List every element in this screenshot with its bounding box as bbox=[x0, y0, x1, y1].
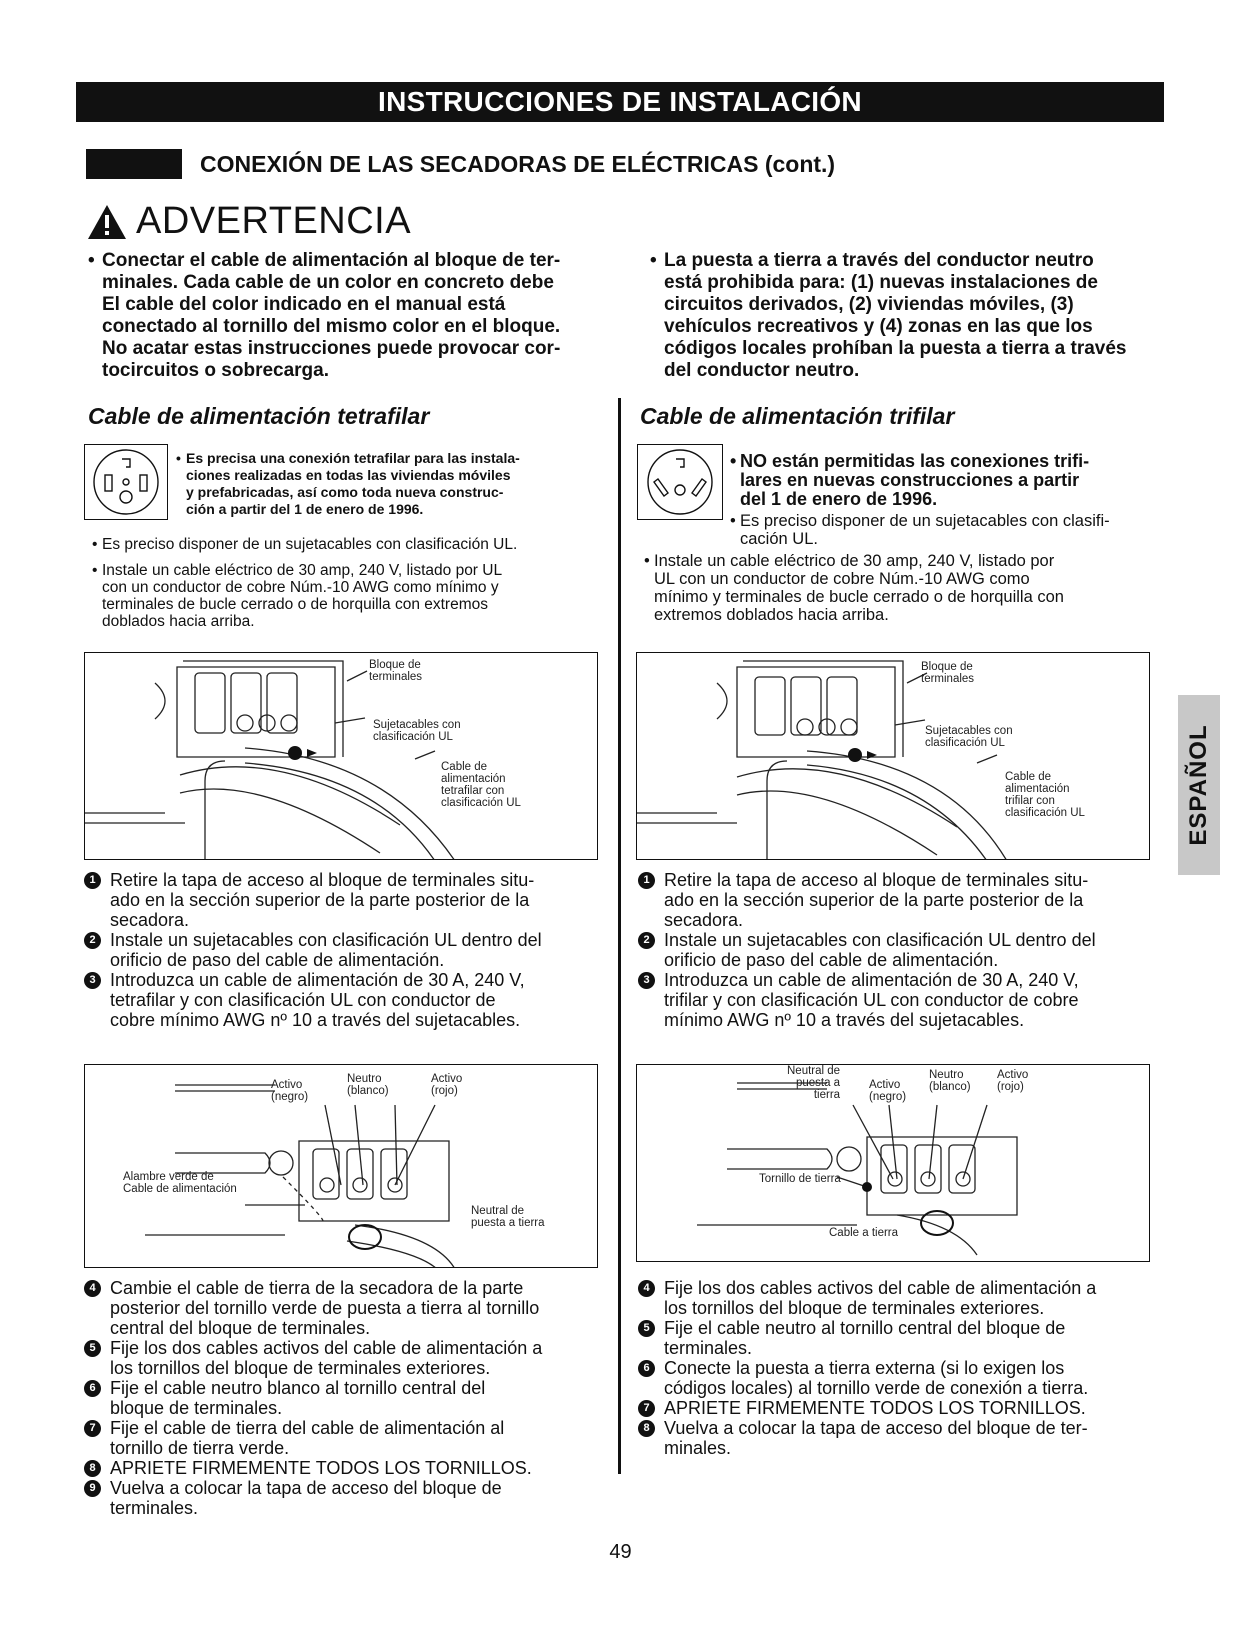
right-figure-wiring bbox=[636, 1064, 1150, 1262]
right-heading: Cable de alimentación trifilar bbox=[640, 403, 955, 429]
left-note-1-text: Es preciso disponer de un sujetacables con clasificación UL. bbox=[102, 536, 518, 553]
left-step-6-text: Fije el cable neutro blanco al tornillo central del bloque de terminales. bbox=[110, 1378, 486, 1418]
right-note-1: • Es preciso disponer de un sujetacables con clasifi- cación UL. bbox=[730, 512, 1110, 548]
right-note-1-text: Es preciso disponer de un sujetacables con clasifi- cación UL. bbox=[740, 512, 1110, 548]
left-figure-wiring bbox=[84, 1064, 598, 1268]
left-fig1-cable-label: Cable de alimentación tetrafilar con clasificación UL bbox=[441, 761, 521, 809]
right-fig2-cable-tierra-label: Cable a tierra bbox=[829, 1227, 899, 1239]
step-number-icon: 5 bbox=[84, 1340, 101, 1357]
four-wire-wiring-illustration bbox=[85, 1065, 598, 1268]
right-step-5 bbox=[638, 1318, 1158, 1358]
step-number-icon: 8 bbox=[638, 1420, 655, 1437]
right-fig2-tornillo-label: Tornillo de tierra bbox=[759, 1173, 841, 1185]
right-step-4-text: Fije los dos cables activos del cable de alimentación a los tornillos del bloque de terminales exteriores. bbox=[664, 1278, 1097, 1318]
column-divider bbox=[618, 398, 621, 1474]
left-step-4 bbox=[84, 1278, 604, 1338]
step-number-icon: 9 bbox=[84, 1480, 101, 1497]
right-step-1 bbox=[638, 870, 1158, 930]
left-note-2: • Instale un cable eléctrico de 30 amp, 240 V, listado por UL con un conductor de cobre Núm.-10 AWG como mínimo y terminales de bucle cerrado o de horquilla con extremos doblados hacia arriba. bbox=[92, 562, 503, 630]
left-step-5 bbox=[84, 1338, 604, 1378]
step-number-icon: 5 bbox=[638, 1320, 655, 1337]
page-number: 49 bbox=[609, 1541, 632, 1563]
left-step-9 bbox=[84, 1478, 604, 1518]
left-steps-a bbox=[84, 870, 604, 1030]
step-number-icon: 2 bbox=[84, 932, 101, 949]
language-side-tab-label: ESPAÑOL bbox=[1185, 724, 1212, 846]
step-number-icon: 7 bbox=[84, 1420, 101, 1437]
right-step-5-text: Fije el cable neutro al tornillo central del bloque de terminales. bbox=[664, 1318, 1066, 1358]
left-step-2-text: Instale un sujetacables con clasificación UL dentro del orificio de paso del cable de alimentación. bbox=[110, 930, 542, 970]
right-fig1-bloque-label: Bloque de terminales bbox=[921, 661, 975, 685]
right-step-6-text: Conecte la puesta a tierra externa (si lo exigen los códigos locales) al tornillo verde de conexión a tierra. bbox=[664, 1358, 1089, 1398]
left-step-1 bbox=[84, 870, 604, 930]
dryer-back-illustration bbox=[85, 653, 598, 860]
right-fig2-neutral-label: Neutral de puesta a tierra bbox=[787, 1065, 841, 1101]
warning-right: • La puesta a tierra a través del conductor neutro está prohibida para: (1) nuevas instalaciones de circuitos derivados, (2) viviendas móviles, (3) vehículos recreativos y (4) zonas en las que los códigos locales prohíban la puesta a tierra a través del conductor neutro. bbox=[650, 250, 1127, 381]
left-figure-terminal-block bbox=[84, 652, 598, 860]
right-step-3 bbox=[638, 970, 1158, 1030]
left-plug-note: • Es precisa una conexión tetrafilar para las instala- ciones realizadas en todas las viviendas móviles y prefabricadas, así como toda nueva construc- ción a partir del 1 de enero de 1996. bbox=[176, 450, 520, 517]
right-step-7-text: APRIETE FIRMEMENTE TODOS LOS TORNILLOS. bbox=[664, 1398, 1086, 1418]
section-heading bbox=[86, 146, 835, 182]
left-fig2-alambre-label: Alambre verde de Cable de alimentación bbox=[123, 1171, 237, 1195]
section-marker bbox=[86, 149, 182, 179]
step-number-icon: 7 bbox=[638, 1400, 655, 1417]
right-step-2-text: Instale un sujetacables con clasificación UL dentro del orificio de paso del cable de alimentación. bbox=[664, 930, 1096, 970]
right-step-8-text: Vuelva a colocar la tapa de acceso del bloque de ter- minales. bbox=[664, 1418, 1088, 1458]
dryer-back-illustration bbox=[637, 653, 1150, 860]
page-banner: INSTRUCCIONES DE INSTALACIÓN bbox=[76, 82, 1164, 122]
right-step-2 bbox=[638, 930, 1158, 970]
left-step-6 bbox=[84, 1378, 604, 1418]
right-fig1-cable-label: Cable de alimentación trifilar con clasificación UL bbox=[1005, 771, 1085, 819]
right-fig2-activo-negro-label: Activo (negro) bbox=[869, 1079, 907, 1103]
warning-right-text: La puesta a tierra a través del conductor neutro está prohibida para: (1) nuevas instalaciones de circuitos derivados, (2) viviendas móviles, (3) vehículos recreativos y (4) zonas en las que los códigos locales prohíban la puesta a tierra a través del conductor neutro. bbox=[664, 250, 1127, 381]
left-plug-note-text: Es precisa una conexión tetrafilar para las instala- ciones realizadas en todas las viviendas móviles y prefabricadas, así como toda nueva construc- ción a partir del 1 de enero de 1996. bbox=[186, 450, 520, 517]
right-plug-note: • NO están permitidas las conexiones trifi- lares en nuevas construcciones a partir del 1 de enero de 1996. bbox=[730, 451, 1090, 509]
right-fig1-sujeta-label: Sujetacables con clasificación UL bbox=[925, 725, 1013, 749]
section-title: CONEXIÓN DE LAS SECADORAS DE ELÉCTRICAS (cont.) bbox=[200, 150, 836, 177]
left-step-7 bbox=[84, 1418, 604, 1458]
left-step-3-text: Introduzca un cable de alimentación de 30 A, 240 V, tetrafilar y con clasificación UL con conductor de cobre mínimo AWG nº 10 a través del sujetacables. bbox=[110, 970, 525, 1030]
left-heading: Cable de alimentación tetrafilar bbox=[88, 403, 430, 429]
step-number-icon: 8 bbox=[84, 1460, 101, 1477]
step-number-icon: 3 bbox=[638, 972, 655, 989]
right-note-2: • Instale un cable eléctrico de 30 amp, 240 V, listado por UL con un conductor de cobre Núm.-10 AWG como mínimo y terminales de bucle cerrado o de horquilla con extremos doblados hacia arriba. bbox=[644, 552, 1064, 624]
left-fig1-bloque-label: Bloque de terminales bbox=[369, 659, 423, 683]
left-step-8 bbox=[84, 1458, 604, 1478]
step-number-icon: 6 bbox=[84, 1380, 101, 1397]
step-number-icon: 1 bbox=[84, 872, 101, 889]
warning-triangle-icon bbox=[86, 203, 128, 241]
warning-title: ADVERTENCIA bbox=[136, 200, 412, 242]
three-prong-outlet-icon bbox=[637, 444, 723, 520]
left-fig1-sujeta-label: Sujetacables con clasificación UL bbox=[373, 719, 461, 743]
step-number-icon: 3 bbox=[84, 972, 101, 989]
right-plug-note-text: NO están permitidas las conexiones trifi- lares en nuevas construcciones a partir del 1 de enero de 1996. bbox=[740, 451, 1090, 509]
left-fig2-neutral-label: Neutral de puesta a tierra bbox=[471, 1205, 545, 1229]
step-number-icon: 4 bbox=[638, 1280, 655, 1297]
left-note-2-text: Instale un cable eléctrico de 30 amp, 240 V, listado por UL con un conductor de cobre Núm.-10 AWG como mínimo y terminales de bucle cerrado o de horquilla con extremos doblados hacia arriba. bbox=[102, 562, 503, 630]
four-prong-outlet-icon bbox=[84, 444, 168, 520]
left-step-9-text: Vuelva a colocar la tapa de acceso del bloque de terminales. bbox=[110, 1478, 502, 1518]
left-step-5-text: Fije los dos cables activos del cable de alimentación a los tornillos del bloque de terminales exteriores. bbox=[110, 1338, 543, 1378]
right-step-4 bbox=[638, 1278, 1158, 1318]
step-number-icon: 4 bbox=[84, 1280, 101, 1297]
right-steps-a bbox=[638, 870, 1158, 1030]
right-figure-terminal-block bbox=[636, 652, 1150, 860]
right-step-3-text: Introduzca un cable de alimentación de 30 A, 240 V, trifilar y con clasificación UL con conductor de cobre mínimo AWG nº 10 a través del sujetacables. bbox=[664, 970, 1079, 1030]
warning-left-text: Conectar el cable de alimentación al bloque de ter- minales. Cada cable de un color en concreto debe El cable del color indicado en el manual está conectado al tornillo del mismo color en el bloque. No acatar estas instrucciones puede provocar cor- tocircuitos o sobrecarga. bbox=[102, 250, 561, 381]
left-step-4-text: Cambie el cable de tierra de la secadora de la parte posterior del tornillo verde de puesta a tierra al tornillo central del bloque de terminales. bbox=[110, 1278, 540, 1338]
warning-heading bbox=[86, 200, 411, 243]
right-step-7 bbox=[638, 1398, 1158, 1418]
left-fig2-activo-rojo-label: Activo (rojo) bbox=[431, 1073, 463, 1097]
left-fig2-neutro-label: Neutro (blanco) bbox=[347, 1073, 389, 1097]
left-note-1: • Es preciso disponer de un sujetacables con clasificación UL. bbox=[92, 536, 518, 553]
right-note-2-text: Instale un cable eléctrico de 30 amp, 240 V, listado por UL con un conductor de cobre Núm.-10 AWG como mínimo y terminales de bucle cerrado o de horquilla con extremos doblados hacia arriba. bbox=[654, 552, 1064, 624]
right-step-1-text: Retire la tapa de acceso al bloque de terminales situ- ado en la sección superior de la parte posterior de la secadora. bbox=[664, 870, 1089, 930]
language-side-tab bbox=[1178, 695, 1220, 875]
step-number-icon: 1 bbox=[638, 872, 655, 889]
right-fig2-neutro-label: Neutro (blanco) bbox=[929, 1069, 971, 1093]
left-step-1-text: Retire la tapa de acceso al bloque de terminales situ- ado en la sección superior de la parte posterior de la secadora. bbox=[110, 870, 535, 930]
step-number-icon: 2 bbox=[638, 932, 655, 949]
warning-left: • Conectar el cable de alimentación al bloque de ter- minales. Cada cable de un color en concreto debe El cable del color indicado en el manual está conectado al tornillo del mismo color en el bloque. No acatar estas instrucciones puede provocar cor- tocircuitos o sobrecarga. bbox=[88, 250, 561, 381]
step-number-icon: 6 bbox=[638, 1360, 655, 1377]
right-step-8 bbox=[638, 1418, 1158, 1458]
left-fig2-activo-negro-label: Activo (negro) bbox=[271, 1079, 309, 1103]
left-step-3 bbox=[84, 970, 604, 1030]
left-step-8-text: APRIETE FIRMEMENTE TODOS LOS TORNILLOS. bbox=[110, 1458, 532, 1478]
right-steps-b bbox=[638, 1278, 1158, 1458]
left-step-2 bbox=[84, 930, 604, 970]
right-fig2-activo-rojo-label: Activo (rojo) bbox=[997, 1069, 1029, 1093]
right-step-6 bbox=[638, 1358, 1158, 1398]
left-steps-b bbox=[84, 1278, 604, 1518]
left-step-7-text: Fije el cable de tierra del cable de alimentación al tornillo de tierra verde. bbox=[110, 1418, 505, 1458]
